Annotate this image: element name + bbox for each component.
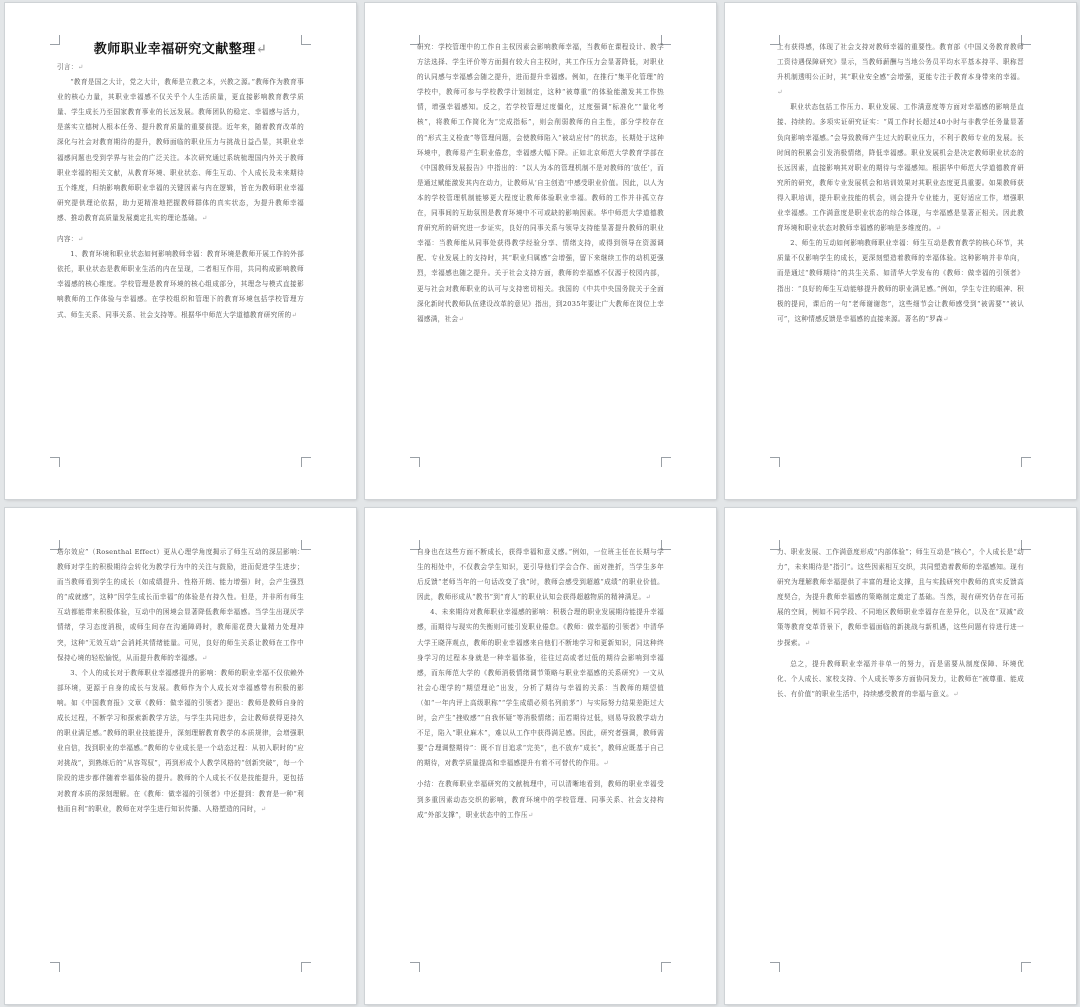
paragraph-text: 总之，提升教师职业幸福并非单一的努力，而是需要从制度保障、环境优化、个人成长、家校支持、个人成长等多方面协同发力，让教师在“被尊重、能成长、有价值”的职业生活中，持续感受教育的幸福与意义。 xyxy=(777,659,1024,698)
paragraph-mark: ↵ xyxy=(201,653,208,662)
paragraph xyxy=(57,247,304,322)
document-page-6 xyxy=(725,508,1076,1004)
paragraph-mark: ↵ xyxy=(935,224,942,233)
paragraph-text: 内容： xyxy=(57,235,78,244)
paragraph-text: 研究：学校管理中的工作自主权因素会影响教师幸福，当教师在课程设计、教学方法选择、学生评价等方面拥有较大自主权时，其工作压力会显著降低，对职业的认同感与幸福感会随之提升，进而提升幸福感。例如，在推行“集平化管理”的学校中，教师可参与学校教学计划制定，这种“被尊重”的体验能激发其工作热情，增强幸福感知。反之，若学校管理过度僵化，过度强调“标准化”“量化考核”，将教师工作简化为“完成指标”，则会削弱教师的自主性，部分学校存在的“形式主义检查”等管理问题，会使教师陷入“被动应付”的状态，长期处于这种环境中，教师易产生职业倦怠，幸福感大幅下降。正如北京师范大学教育学部在《中国教师发展报告》中指出的：“以人为本的管理机制不是对教师的‘放任’，而是通过赋能激发其内在动力，让教师从‘自主创造’中感受职业价值。因此，以人为本的学校管理机制能够更大程度让教师体验职业幸福。教师的工作并非孤立存在，同事间的互助氛围是教育环境中不可或缺的影响因素。华中师范大学道德教育研究所的研究进一步证实，良好的同事关系与领导支持能显著提升教师的职业幸福：当教师能从同事处获得教学经验分享、情绪支持，或得到领导在资源调配、专业发展上的支持时，其“职业归属感”会增强，留下来继续工作的动机更强烈，幸福感也随之提升。关于社会支持方面，教师的幸福感不仅源于校园内部，更与社会对教师职业的认可与支持密切相关。我国的《中共中央国务院关于全面深化新时代教师队伍建设改革的意见》指出，到2035年要让广大教师在岗位上幸福感满，社会 xyxy=(417,43,664,323)
paragraph xyxy=(777,40,1024,100)
paragraph xyxy=(417,545,664,605)
paragraph-mark: ↵ xyxy=(942,314,949,323)
paragraph-mark: ↵ xyxy=(77,63,84,71)
paragraph-text: 上有获得感，体现了社会支持对教师幸福的重要性。教育部《中国义务教育教师工资待遇保障研究》显示，当教师薪酬与当地公务员平均水平基本持平、职称晋升机制透明公正时，其“职业安全感”会增强，更能专注于教育本身带来的幸福。 xyxy=(777,43,1024,82)
section-label xyxy=(57,60,304,75)
paragraph-text: 小结：在教师职业幸福研究的文献梳理中，可以清晰地看到，教师的职业幸福受到多重因素动态交织的影响，教育环境中的学校管理、同事关系、社会支持构成“外部支撑”，职业状态中的工作压 xyxy=(417,780,664,819)
paragraph xyxy=(417,777,664,822)
paragraph xyxy=(777,545,1024,651)
paragraph xyxy=(57,666,304,817)
paragraph-text: 塔尔效应”（Rosenthal Effect）更从心理学角度揭示了师生互动的深层影响：教师对学生的积极期待会转化为教学行为中的关注与鼓励，进而促进学生进步；而当教师看到学生的成长（如成绩提升、性格开朗、能力增强）时，会产生强烈的“成就感”，这种“因学生成长而幸福”的体验是有持久性。但是，并非所有师生互动都能带来积极体验，互动中的困境会显著降低教师幸福感。当学生出现厌学情绪，学习态度消极，或师生间存在沟通障碍时，教师需花费大量精力处理冲突，这种“无效互动”会消耗其情绪能量。可见，良好的师生关系让教师在工作中保持心境的轻松愉悦，从而提升教师的幸福感。 xyxy=(57,548,304,662)
document-page-3 xyxy=(725,3,1076,499)
document-page-5 xyxy=(365,508,716,1004)
paragraph-mark: ↵ xyxy=(603,759,609,768)
paragraph xyxy=(417,40,664,327)
paragraph-text: 3、个人的成长对于教师职业幸福感提升的影响：教师的职业幸福不仅依赖外部环境，更源于自身的成长与发展。教师作为个人成长对幸福感带有积极的影响。如《中国教育报》文章《教师：做幸福的引领者》提出：教师是教师自身的成长过程，不断学习和探索新教学方法，与学生共同进步，会让教师获得更持久的职业满足感。”教师的职业技能提升，深刻理解教育教学的本质规律，会增强职业自信，找到职业的幸福感。”教师的专业成长是一个动态过程：从初入职时的“应对挑战”，到熟练后的“从容驾驭”，再到形成个人教学风格的“创新突破”，每一个阶段的进步都伴随着幸福体验的提升。教师的个人成长不仅是技能提升，更包括对教育本质的深刻理解。在《教师：做幸福的引领者》中还提到：教育是一种“利他而自利”的职业，教师在对学生进行知识传播、人格塑造的同时， xyxy=(57,668,304,813)
document-page-1 xyxy=(5,3,356,499)
page-text[interactable] xyxy=(57,40,304,462)
paragraph xyxy=(57,545,304,666)
paragraph-mark: ↵ xyxy=(77,235,84,244)
paragraph xyxy=(777,657,1024,702)
paragraph-text: 2、师生的互动如何影响教师职业幸福：师生互动是教育教学的核心环节，其质量不仅影响学生的成长，更深刻塑造着教师的幸福体验。这种影响并非单向，而是通过“教师期待”的共生关系、如清华大学发布的《教师：做幸福的引领者》指出：“良好的师生互动能够提升教师的职业满足感。”例如，学生专注的眼神、积极的提问，课后的一句“老师谢谢您”，这些细节会让教师感受到“被需要”“被认可”，这种情感反馈是幸福感的直接来源。著名的“罗森 xyxy=(777,239,1024,323)
document-page-4 xyxy=(5,508,356,1004)
paragraph-mark: ↵ xyxy=(645,593,652,602)
paragraph-mark: ↵ xyxy=(777,88,783,97)
paragraph-mark: ↵ xyxy=(804,638,811,647)
page-text[interactable] xyxy=(417,545,664,967)
document-page-2 xyxy=(365,3,716,499)
paragraph xyxy=(777,100,1024,236)
paragraph xyxy=(57,75,304,226)
page-text[interactable] xyxy=(777,40,1024,462)
page-text[interactable] xyxy=(777,545,1024,967)
page-text[interactable] xyxy=(57,545,304,967)
paragraph-mark: ↵ xyxy=(953,689,959,698)
paragraph-mark: ↵ xyxy=(458,314,465,323)
paragraph-text: “教育是国之大计，党之大计，教师是立教之本，兴教之源。”教师作为教育事业的核心力量，其职业幸福感不仅关乎个人生活质量，更直接影响教育教学质量、学生成长乃至国家教育事业的长远发展。教师团队的稳定、幸福感与活力，是落实立德树人根本任务、提升教育质量的重要前提。近年来，随着教育改革的深化与社会对教育期待的提升，教师面临的职业压力与挑战日益凸显，其职业幸福感问题也受到学界与社会的广泛关注。本次研究通过系统梳理国内外关于教师职业幸福的相关文献，从教育环境、职业状态、师生互动、个人成长及未来期待五个维度，归纳影响教师职业幸福的关键因素与内在逻辑，旨在为教师职业幸福研究提供理论依据，助力更精准地把握教师群体的真实状态，为提升教师幸福感、推动教育高质量发展奠定扎实的理论基础。 xyxy=(57,78,304,222)
paragraph-text: 职业状态包括工作压力、职业发展、工作满意度等方面对幸福感的影响是直接、持续的。多项实证研究证实：“周工作时长超过40小时与非教学任务量显著负向影响幸福感。”会导致教师产生过大的职业压力，不利于教师专业的发展。长时间的积累会引发消极情绪，降低幸福感。职业发展机会是决定教师职业状态的长远因素，直接影响其对职业的期待与幸福感知。根据华中师范大学道德教育研究所的研究，教师专业发展机会和培训效果对其职业态度更具重要。如果教师获得入职培训，提升职业技能的机会，则会提升专业能力，更好适应工作，增强职业幸福感。工作满意度是职业状态的综合体现，与幸福感是显著正相关。因此教育环境和职业状态对教师幸福感的影响是多维度的。 xyxy=(777,103,1024,233)
section-label xyxy=(57,232,304,247)
paragraph xyxy=(417,605,664,771)
document-title: 教师职业幸福研究文献整理↵ xyxy=(93,42,268,57)
page-text[interactable] xyxy=(417,40,664,462)
paragraph-text: 引言： xyxy=(57,63,78,71)
paragraph-mark: ↵ xyxy=(260,804,267,813)
paragraph-text: 4、未来期待对教师职业幸福感的影响：积极合理的职业发展期待能提升幸福感，而期待与现实的失衡则可能引发职业倦怠。《教师：做幸福的引领者》中清华大学王晓萍观点，教师的职业幸福感来自他们不断地学习和更新知识，同这种终身学习的过程本身就是一种幸福体验，往往过高或者过低的期待会影响到幸福感，而东师范大学的《教师消极情绪调节策略与职业幸福感的关系研究》一文从社会心理学的“期望理论”出发，分析了期待与幸福的关系：当教师的期望值（如“一年内评上高级职称”“学生成绩必须名列前茅”）与实际努力结果差距过大时，会产生“挫败感”“自我怀疑”等消极情绪；而若期待过低，则易导致教学动力不足，陷入“职业麻木”，难以从工作中获得满足感。因此，研究者强调，教师需要“合理调整期待”：既不盲目追求“完美”，也不放弃“成长”，教师应既基于自己的期待，对教学质量提高和幸福感提升有着不可替代的作用。 xyxy=(417,608,664,768)
paragraph-mark: ↵ xyxy=(201,213,208,222)
paragraph xyxy=(777,236,1024,327)
paragraph-mark: ↵ xyxy=(527,810,534,819)
paragraph-text: 力、职业发展、工作满意度形成“内部体验”；师生互动是“核心”，个人成长是“动力”，未来期待是“指引”。这些因素相互交织，共同塑造着教师的幸福感知。现有研究为理解教师幸福提供了丰富的理论支撑，且与实践研究中教师的真实反馈高度契合，为提升教师幸福感的策略制定奠定了基础。当然，现有研究仍存在可拓展的空间，例如不同学段、不同地区教师职业幸福存在差异化，以及在“双减”政策等教育变革背景下，教师幸福面临的新挑战与新机遇，这些问题有待进行进一步探索。 xyxy=(777,548,1024,647)
paragraph-mark: ↵ xyxy=(291,310,298,319)
paragraph-text: 1、教育环境和职业状态如何影响教师幸福：教育环境是教师开展工作的外部依托，职业状态是教师职业生活的内在呈现，二者相互作用，共同构成影响教师幸福感的核心维度。学校管理是教育环境的核心组成部分，其理念与模式直接影响教师的工作体验与幸福感。在学校组织和管理下的教育环境包括学校管理方式、师生关系、同事关系、社会支持等。根据华中师范大学道德教育研究所的 xyxy=(57,250,304,319)
paragraph-text: 自身也在这些方面不断成长，获得幸福和意义感。”例如，一位班主任在长期与学生的相处中，不仅教会学生知识，更引导他们学会合作、面对挫折，当学生多年后反馈“老师当年的一句话改变了我”时，教师会感受到超越“成绩”的职业价值。因此，教师形成从“教书”到“育人”的职业认知会获得超越物质的精神满足。 xyxy=(417,548,664,602)
